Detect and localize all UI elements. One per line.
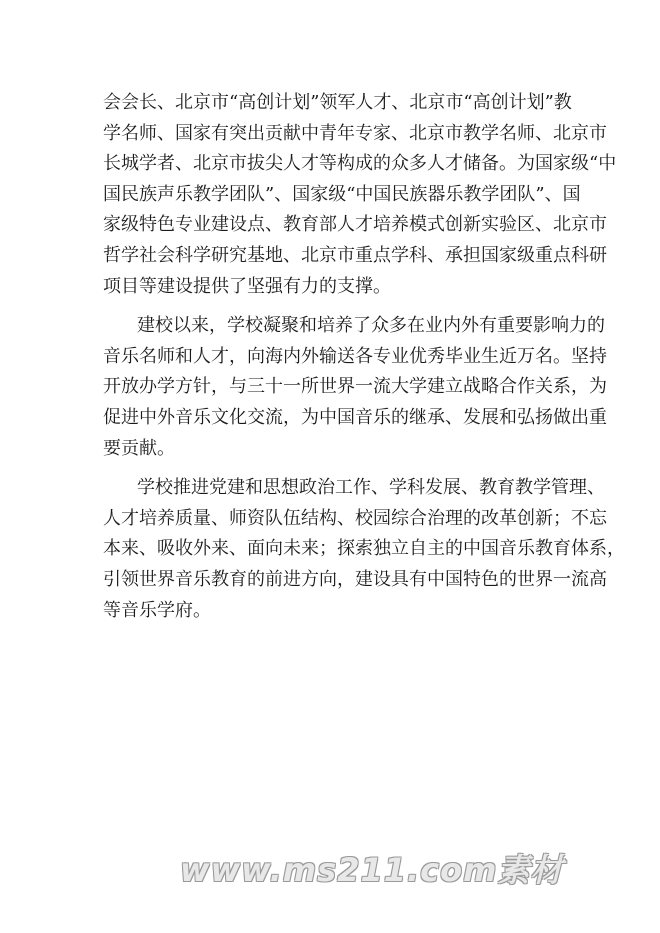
paragraph — [103, 473, 625, 626]
text-line: 开放办学方针，与三十一所世界一流大学建立战略合作关系，为 — [103, 376, 607, 398]
text-line: 项目等建设提供了坚强有力的支撑。 — [103, 275, 391, 297]
text-line: 国民族声乐教学团队”、国家级“中国民族器乐教学团队”、国 — [103, 183, 581, 205]
text-line: 建校以来，学校凝聚和培养了众多在业内外有重要影响力的 — [137, 315, 605, 337]
text-line: 人才培养质量、师资队伍结构、校园综合治理的改革创新；不忘 — [103, 507, 607, 529]
text-line: 音乐名师和人才，向海内外输送各专业优秀毕业生近万名。坚持 — [103, 345, 607, 367]
paragraph — [103, 88, 617, 302]
text-line: 学校推进党建和思想政治工作、学科发展、教育教学管理、 — [137, 477, 605, 499]
text-line: 哲学社会科学研究基地、北京市重点学科、承担国家级重点科研 — [103, 244, 607, 266]
watermark-text: www.ms211.com素材 — [180, 851, 564, 889]
text-line: 学名师、国家有突出贡献中青年专家、北京市教学名师、北京市 — [103, 122, 607, 144]
text-line: 要贡献。 — [103, 437, 175, 459]
text-line: 本来、吸收外来、面向未来；探索独立自主的中国音乐教育体系， — [103, 538, 625, 560]
text-line: 家级特色专业建设点、教育部人才培养模式创新实验区、北京市 — [103, 214, 607, 236]
text-line: 等音乐学府。 — [103, 599, 211, 621]
paragraph-spacer — [103, 302, 573, 311]
text-line: 长城学者、北京市拔尖人才等构成的众多人才储备。为国家级“中 — [103, 153, 617, 175]
paragraph-spacer — [103, 464, 573, 473]
text-line: 引领世界音乐教育的前进方向，建设具有中国特色的世界一流高 — [103, 568, 607, 590]
text-line: 会会长、北京市“高创计划”领军人才、北京市“高创计划”教 — [103, 92, 572, 113]
document-body — [103, 88, 625, 626]
paragraph — [103, 311, 607, 464]
text-line: 促进中外音乐文化交流，为中国音乐的继承、发展和弘扬做出重 — [103, 406, 607, 428]
